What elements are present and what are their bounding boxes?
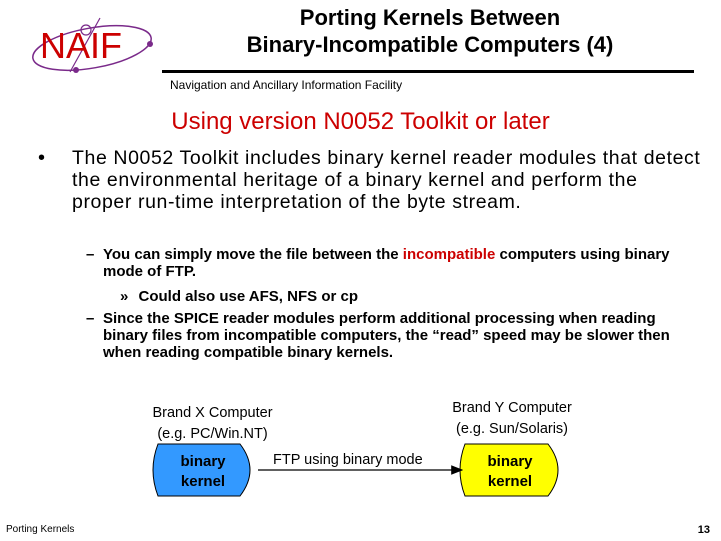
kernel-x-text xyxy=(165,452,241,492)
sub-sub-bullet-text: Could also use AFS, NFS or cp xyxy=(138,288,358,305)
kernel-x-line-1: binary xyxy=(180,453,226,470)
sub-bullet-1-after: computers using binary mode of FTP. xyxy=(103,246,670,280)
section-heading: Using version N0052 Toolkit or later xyxy=(171,108,550,135)
page-number: 13 xyxy=(697,524,710,536)
bullet-dot: • xyxy=(38,147,46,169)
chevron-marker: » xyxy=(120,288,129,305)
kernel-y-line-2: kernel xyxy=(487,473,533,490)
subtitle: Navigation and Ancillary Information Facility xyxy=(170,78,403,92)
kernel-y-line-1: binary xyxy=(487,453,533,470)
sub-bullet-2-text: Since the SPICE reader modules perform additional processing when reading binary files from incompatible computers, the “read” speed may be slower then when reading compatible binary kernels. xyxy=(103,310,670,361)
naif-logo xyxy=(30,10,170,80)
sub-sub-bullet xyxy=(120,288,358,305)
main-bullet-text: The N0052 Toolkit includes binary kernel reader modules that detect the environmental heritage of a binary kernel and perform the proper run-time interpretation of the byte stream. xyxy=(72,147,701,213)
computer-y-line-1: Brand Y Computer xyxy=(452,400,572,416)
title-rule xyxy=(162,70,694,73)
title-line-2: Binary-Incompatible Computers (4) xyxy=(246,32,614,57)
logo-text: NAIF xyxy=(40,25,123,66)
sub-bullet-1-highlight: incompatible xyxy=(402,246,496,263)
sub-bullet-1-text xyxy=(103,246,693,280)
transfer-label: FTP using binary mode xyxy=(273,452,423,468)
dash-marker: – xyxy=(86,310,95,327)
title-line-1: Porting Kernels Between xyxy=(299,5,561,30)
computer-y-label xyxy=(438,398,586,440)
sub-bullet-1-before: You can simply move the file between the xyxy=(103,246,403,263)
computer-y-line-2: (e.g. Sun/Solaris) xyxy=(455,421,569,437)
computer-x-line-1: Brand X Computer xyxy=(152,405,273,421)
slide-title xyxy=(170,4,690,58)
dash-marker: – xyxy=(86,246,95,263)
computer-x-line-2: (e.g. PC/Win.NT) xyxy=(157,426,268,442)
footer-label: Porting Kernels xyxy=(6,524,75,535)
main-bullet xyxy=(38,147,701,213)
kernel-x-line-2: kernel xyxy=(180,473,226,490)
kernel-y-text xyxy=(472,452,548,492)
